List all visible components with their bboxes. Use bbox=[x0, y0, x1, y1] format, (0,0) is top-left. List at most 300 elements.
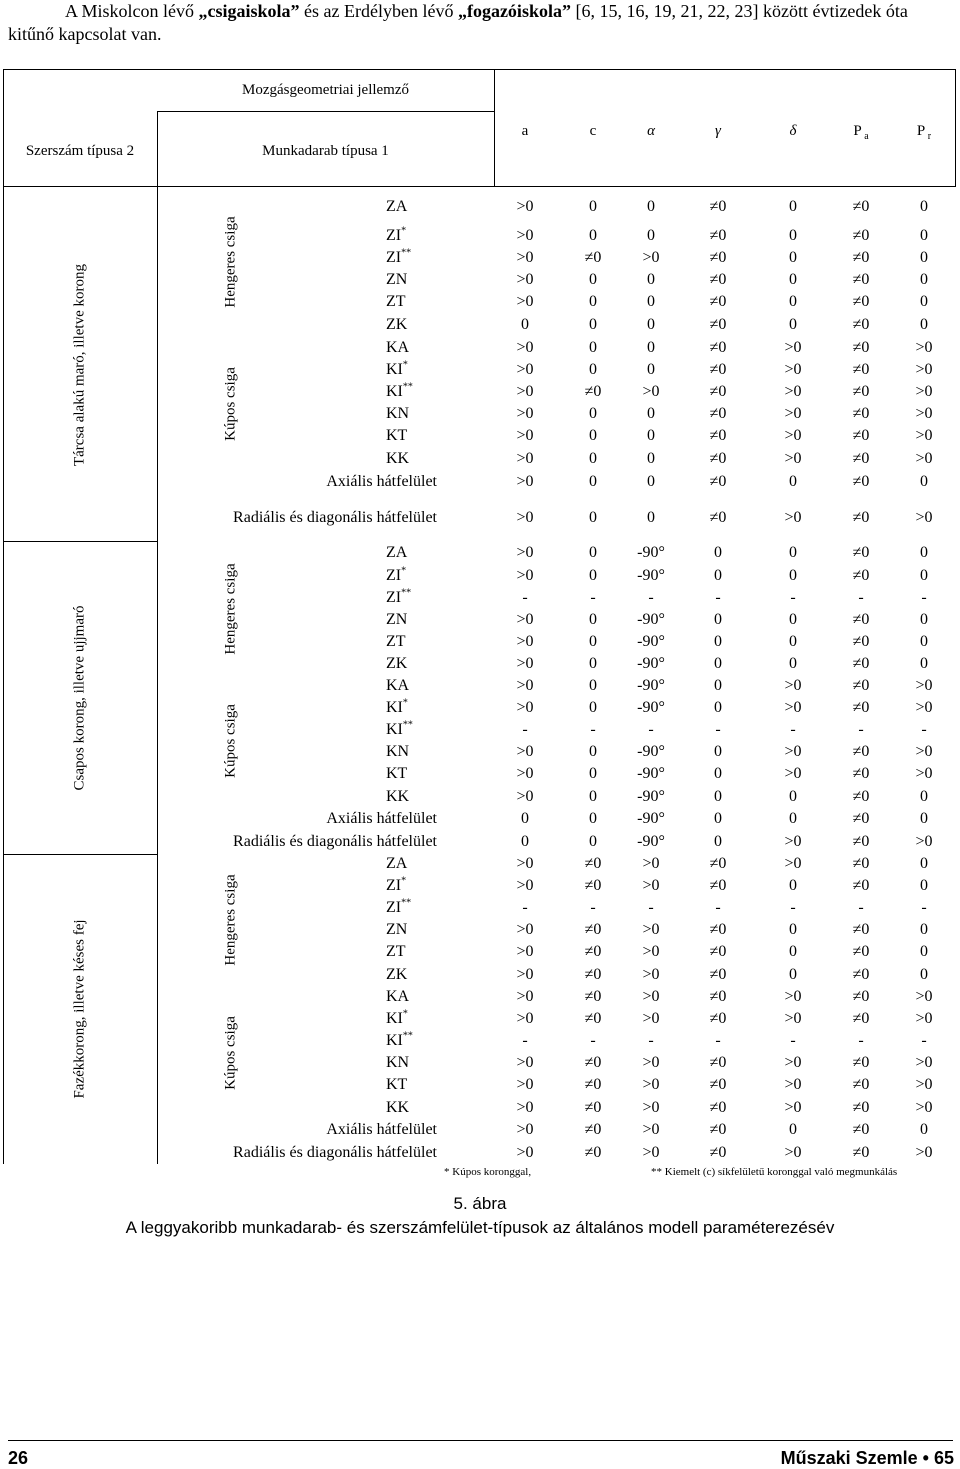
row-label bbox=[386, 876, 406, 896]
table-cell: - bbox=[858, 589, 864, 606]
page-number: 26 bbox=[8, 1448, 29, 1468]
table-cell: ≠0 bbox=[709, 877, 727, 894]
table-cell: >0 bbox=[642, 1010, 660, 1027]
table-cell: >0 bbox=[784, 1099, 802, 1116]
table-cell: >0 bbox=[516, 788, 534, 805]
table-cell: >0 bbox=[784, 450, 802, 467]
row-label-text: KT bbox=[386, 1076, 408, 1093]
table-cell: 0 bbox=[589, 473, 597, 490]
table-cell: >0 bbox=[642, 1099, 660, 1116]
footer-rule bbox=[8, 1440, 953, 1441]
table-cell: 0 bbox=[714, 655, 722, 672]
table-cell: - bbox=[790, 1032, 796, 1049]
table-cell: ≠0 bbox=[709, 198, 727, 215]
table-cell: 0 bbox=[789, 655, 797, 672]
table-cell: 0 bbox=[589, 655, 597, 672]
table-cell: >0 bbox=[516, 611, 534, 628]
row-label bbox=[386, 315, 407, 335]
table-cell: - bbox=[715, 1032, 721, 1049]
table-cell: >0 bbox=[516, 339, 534, 356]
table-cell: ≠0 bbox=[584, 1099, 602, 1116]
row-label-footnote-mark: * bbox=[402, 359, 408, 371]
table-cell: 0 bbox=[920, 249, 928, 266]
table-cell: ≠0 bbox=[709, 427, 727, 444]
row-label-footnote-mark: * bbox=[401, 565, 407, 577]
row-label bbox=[386, 1098, 409, 1118]
table-cell: - bbox=[858, 899, 864, 916]
table-cell: ≠0 bbox=[709, 450, 727, 467]
row-label bbox=[386, 338, 409, 358]
table-cell: 0 bbox=[589, 833, 597, 850]
row-label bbox=[386, 698, 408, 718]
table-cell: ≠0 bbox=[709, 1144, 727, 1161]
table-cell: 0 bbox=[647, 450, 655, 467]
row-label bbox=[386, 965, 407, 985]
table-cell: -90° bbox=[637, 699, 665, 716]
table-cell: ≠0 bbox=[584, 966, 602, 983]
table-cell: ≠0 bbox=[709, 1010, 727, 1027]
row-label bbox=[386, 426, 407, 446]
table-cell: >0 bbox=[516, 249, 534, 266]
table-cell: >0 bbox=[516, 699, 534, 716]
table-cell: - bbox=[648, 589, 654, 606]
table-cell: ≠0 bbox=[709, 227, 727, 244]
table-cell: >0 bbox=[642, 1054, 660, 1071]
journal-name: Műszaki Szemle • 65 bbox=[780, 1448, 954, 1468]
table-cell: >0 bbox=[642, 383, 660, 400]
table-cell: 0 bbox=[789, 921, 797, 938]
row-label-text: KK bbox=[386, 1099, 410, 1116]
row-label-text: ZA bbox=[386, 855, 408, 872]
column-header-symbol: a bbox=[521, 123, 529, 139]
workpiece-group-label: Kúpos csiga bbox=[222, 1016, 239, 1090]
table-cell: >0 bbox=[642, 943, 660, 960]
row-label-footnote-mark: ** bbox=[401, 247, 412, 259]
table-cell: -90° bbox=[637, 544, 665, 561]
table-cell: -90° bbox=[637, 788, 665, 805]
row-label-text: KI bbox=[386, 721, 403, 738]
table-left-border bbox=[3, 69, 4, 1164]
table-cell: ≠0 bbox=[852, 227, 870, 244]
row-label bbox=[386, 226, 406, 246]
column-header-3 bbox=[690, 121, 746, 141]
row-label-text: ZA bbox=[386, 544, 408, 561]
table-cell: - bbox=[790, 589, 796, 606]
table-cell: ≠0 bbox=[709, 943, 727, 960]
table-cell: 0 bbox=[589, 567, 597, 584]
table-cell: 0 bbox=[920, 655, 928, 672]
table-cell: ≠0 bbox=[852, 677, 870, 694]
table-cell: -90° bbox=[637, 677, 665, 694]
row-label-text: KI bbox=[386, 1010, 403, 1027]
table-cell: >0 bbox=[516, 361, 534, 378]
table-cell: >0 bbox=[915, 1076, 933, 1093]
table-cell: >0 bbox=[915, 1010, 933, 1027]
table-cell: -90° bbox=[637, 567, 665, 584]
table-cell: 0 bbox=[920, 271, 928, 288]
table-cell: 0 bbox=[920, 810, 928, 827]
table-cell: 0 bbox=[589, 544, 597, 561]
table-cell: >0 bbox=[915, 1144, 933, 1161]
table-cell: 0 bbox=[789, 810, 797, 827]
table-cell: 0 bbox=[789, 611, 797, 628]
row-label bbox=[386, 610, 407, 630]
table-cell: ≠0 bbox=[852, 473, 870, 490]
table-cell: - bbox=[522, 1032, 528, 1049]
table-cell: ≠0 bbox=[852, 1054, 870, 1071]
table-cell: ≠0 bbox=[852, 743, 870, 760]
table-cell: ≠0 bbox=[852, 788, 870, 805]
table-cell: ≠0 bbox=[852, 198, 870, 215]
table-cell: ≠0 bbox=[852, 699, 870, 716]
table-cell: 0 bbox=[789, 877, 797, 894]
row-label bbox=[233, 832, 437, 852]
table-cell: >0 bbox=[642, 855, 660, 872]
row-label bbox=[386, 588, 411, 608]
table-cell: >0 bbox=[915, 339, 933, 356]
table-cell: >0 bbox=[516, 450, 534, 467]
row-label-footnote-mark: * bbox=[402, 697, 408, 709]
table-cell: >0 bbox=[516, 227, 534, 244]
row-label-footnote-mark: ** bbox=[401, 587, 412, 599]
table-cell: 0 bbox=[589, 293, 597, 310]
table-cell: 0 bbox=[920, 966, 928, 983]
row-label-text: ZI bbox=[386, 589, 402, 606]
row-label-footnote-mark: * bbox=[401, 875, 407, 887]
table-cell: 0 bbox=[647, 405, 655, 422]
column-header-symbol: P bbox=[916, 123, 926, 139]
tool-type-label: Fazékkorong, illetve késes fej bbox=[71, 919, 88, 1099]
table-cell: 0 bbox=[647, 339, 655, 356]
table-cell: >0 bbox=[516, 633, 534, 650]
section-divider-2 bbox=[3, 854, 157, 855]
table-cell: 0 bbox=[920, 633, 928, 650]
table-cell: >0 bbox=[915, 988, 933, 1005]
table-cell: 0 bbox=[789, 227, 797, 244]
table-cell: >0 bbox=[516, 743, 534, 760]
column-header-2 bbox=[623, 121, 679, 141]
table-cell: - bbox=[921, 589, 927, 606]
table-cell: >0 bbox=[915, 699, 933, 716]
table-cell: >0 bbox=[784, 699, 802, 716]
table-cell: - bbox=[790, 721, 796, 738]
row-label bbox=[386, 654, 407, 674]
row-label-text: KK bbox=[386, 450, 410, 467]
table-cell: 0 bbox=[589, 316, 597, 333]
table-cell: >0 bbox=[915, 509, 933, 526]
table-cell: ≠0 bbox=[709, 361, 727, 378]
workpiece-group-label: Hengeres csiga bbox=[222, 563, 239, 655]
table-cell: ≠0 bbox=[852, 966, 870, 983]
table-cell: >0 bbox=[516, 1010, 534, 1027]
table-cell: ≠0 bbox=[852, 855, 870, 872]
table-cell: ≠0 bbox=[709, 271, 727, 288]
table-cell: 0 bbox=[647, 293, 655, 310]
table-cell: - bbox=[590, 721, 596, 738]
table-cell: 0 bbox=[920, 788, 928, 805]
table-cell: ≠0 bbox=[852, 988, 870, 1005]
table-cell: >0 bbox=[915, 450, 933, 467]
row-label bbox=[386, 987, 409, 1007]
table-cell: ≠0 bbox=[709, 293, 727, 310]
table-cell: >0 bbox=[915, 1099, 933, 1116]
row-label bbox=[386, 742, 409, 762]
table-cell: >0 bbox=[516, 544, 534, 561]
table-cell: 0 bbox=[920, 855, 928, 872]
row-label-footnote-mark: ** bbox=[402, 1030, 413, 1042]
header-workpiece-type: Munkadarab típusa 1 bbox=[262, 143, 389, 159]
row-label bbox=[386, 248, 411, 268]
row-label-text: KI bbox=[386, 699, 403, 716]
column-header-1 bbox=[565, 121, 621, 141]
table-cell: 0 bbox=[589, 677, 597, 694]
row-label-text: KN bbox=[386, 743, 410, 760]
table-cell: ≠0 bbox=[709, 249, 727, 266]
table-cell: ≠0 bbox=[852, 509, 870, 526]
table-cell: 0 bbox=[789, 271, 797, 288]
table-cell: 0 bbox=[589, 405, 597, 422]
table-cell: ≠0 bbox=[709, 966, 727, 983]
table-cell: >0 bbox=[784, 1054, 802, 1071]
table-cell: >0 bbox=[516, 567, 534, 584]
row-label bbox=[386, 360, 408, 380]
row-label-text: ZI bbox=[386, 227, 402, 244]
table-cell: 0 bbox=[647, 509, 655, 526]
table-cell: >0 bbox=[784, 405, 802, 422]
table-cell: ≠0 bbox=[852, 921, 870, 938]
row-label bbox=[386, 632, 406, 652]
row-label bbox=[386, 449, 409, 469]
table-cell: ≠0 bbox=[852, 833, 870, 850]
table-cell: 0 bbox=[789, 198, 797, 215]
table-cell: ≠0 bbox=[584, 1054, 602, 1071]
table-cell: >0 bbox=[784, 427, 802, 444]
table-cell: ≠0 bbox=[709, 383, 727, 400]
table-cell: ≠0 bbox=[584, 1144, 602, 1161]
table-cell: ≠0 bbox=[709, 855, 727, 872]
column-header-0 bbox=[497, 121, 553, 141]
table-cell: 0 bbox=[789, 943, 797, 960]
row-label-text: Axiális hátfelület bbox=[326, 1121, 437, 1138]
table-cell: >0 bbox=[784, 855, 802, 872]
row-label bbox=[386, 292, 406, 312]
table-cell: 0 bbox=[920, 544, 928, 561]
row-label bbox=[326, 472, 437, 492]
table-cell: ≠0 bbox=[584, 383, 602, 400]
table-cell: 0 bbox=[589, 788, 597, 805]
column-header-subscript: r bbox=[925, 131, 932, 142]
row-label-text: ZA bbox=[386, 198, 408, 215]
table-cell: 0 bbox=[920, 877, 928, 894]
table-cell: >0 bbox=[915, 765, 933, 782]
table-cell: >0 bbox=[784, 509, 802, 526]
table-cell: 0 bbox=[589, 271, 597, 288]
table-cell: 0 bbox=[714, 567, 722, 584]
table-cell: ≠0 bbox=[852, 877, 870, 894]
table-cell: 0 bbox=[589, 227, 597, 244]
table-cell: ≠0 bbox=[852, 271, 870, 288]
table-cell: ≠0 bbox=[852, 293, 870, 310]
row-label bbox=[233, 508, 437, 528]
table-cell: ≠0 bbox=[852, 339, 870, 356]
table-cell: ≠0 bbox=[852, 943, 870, 960]
row-label-footnote-mark: * bbox=[401, 225, 407, 237]
table-cell: >0 bbox=[784, 1010, 802, 1027]
table-cell: >0 bbox=[516, 1054, 534, 1071]
table-cell: ≠0 bbox=[709, 473, 727, 490]
table-cell: >0 bbox=[516, 383, 534, 400]
row-label-text: KI bbox=[386, 361, 403, 378]
intro-bold-2: „fogazóiskola” bbox=[457, 1, 571, 21]
row-label bbox=[386, 920, 407, 940]
column-header-6 bbox=[896, 121, 952, 147]
column-header-symbol: c bbox=[589, 123, 597, 139]
table-cell: 0 bbox=[647, 361, 655, 378]
table-cell: >0 bbox=[516, 677, 534, 694]
table-cell: 0 bbox=[589, 509, 597, 526]
table-cell: >0 bbox=[784, 677, 802, 694]
table-cell: 0 bbox=[789, 293, 797, 310]
table-right-border bbox=[955, 69, 956, 187]
row-label bbox=[386, 197, 407, 217]
table-cell: - bbox=[858, 1032, 864, 1049]
table-cell: 0 bbox=[589, 699, 597, 716]
table-cell: 0 bbox=[920, 198, 928, 215]
table-cell: - bbox=[715, 899, 721, 916]
table-cell: 0 bbox=[920, 316, 928, 333]
workpiece-group-label: Hengeres csiga bbox=[222, 874, 239, 966]
row-label-text: ZT bbox=[386, 943, 406, 960]
table-cell: 0 bbox=[589, 765, 597, 782]
table-cell: ≠0 bbox=[709, 316, 727, 333]
table-cell: 0 bbox=[920, 943, 928, 960]
table-cell: 0 bbox=[589, 633, 597, 650]
table-cell: 0 bbox=[589, 450, 597, 467]
workpiece-group-label: Kúpos csiga bbox=[222, 367, 239, 441]
table-cell: 0 bbox=[714, 788, 722, 805]
table-cell: ≠0 bbox=[584, 921, 602, 938]
table-cell: 0 bbox=[589, 427, 597, 444]
table-top-border bbox=[3, 69, 956, 70]
table-cell: - bbox=[590, 899, 596, 916]
row-label-text: Radiális és diagonális hátfelület bbox=[233, 509, 437, 526]
table-cell: >0 bbox=[516, 427, 534, 444]
table-cell: -90° bbox=[637, 743, 665, 760]
table-cell: >0 bbox=[784, 383, 802, 400]
table-cell: 0 bbox=[714, 810, 722, 827]
row-label-footnote-mark: * bbox=[402, 1008, 408, 1020]
row-label-text: KN bbox=[386, 1054, 410, 1071]
table-cell: -90° bbox=[637, 833, 665, 850]
row-label-text: ZT bbox=[386, 633, 406, 650]
intro-prefix: A Miskolcon lévő bbox=[65, 1, 199, 21]
intro-suffix: [6, 15, 16, 19, 21, 22, 23] között évtizedek óta kitűnő kapcsolat van. bbox=[8, 1, 908, 44]
table-cell: ≠0 bbox=[709, 509, 727, 526]
table-cell: 0 bbox=[920, 473, 928, 490]
table-cell: 0 bbox=[589, 611, 597, 628]
row-label-text: ZN bbox=[386, 921, 408, 938]
table-cell: ≠0 bbox=[584, 1121, 602, 1138]
table-cell: ≠0 bbox=[584, 1010, 602, 1027]
tool-column-divider bbox=[157, 186, 158, 1164]
table-cell: >0 bbox=[915, 361, 933, 378]
header-group-label: Mozgásgeometriai jellemző bbox=[241, 82, 410, 98]
table-cell: - bbox=[590, 1032, 596, 1049]
table-cell: ≠0 bbox=[852, 765, 870, 782]
table-cell: -90° bbox=[637, 655, 665, 672]
row-label-text: ZT bbox=[386, 293, 406, 310]
table-cell: >0 bbox=[642, 966, 660, 983]
table-cell: ≠0 bbox=[852, 567, 870, 584]
table-cell: 0 bbox=[521, 316, 529, 333]
table-cell: 0 bbox=[714, 833, 722, 850]
row-label-text: Radiális és diagonális hátfelület bbox=[233, 833, 437, 850]
table-cell: - bbox=[648, 1032, 654, 1049]
row-label bbox=[386, 382, 413, 402]
row-label-text: ZI bbox=[386, 567, 402, 584]
table-cell: - bbox=[522, 721, 528, 738]
table-cell: >0 bbox=[784, 339, 802, 356]
table-cell: >0 bbox=[915, 427, 933, 444]
table-cell: 0 bbox=[589, 198, 597, 215]
table-cell: 0 bbox=[920, 567, 928, 584]
table-cell: - bbox=[590, 589, 596, 606]
table-cell: 0 bbox=[714, 765, 722, 782]
table-cell: >0 bbox=[516, 655, 534, 672]
table-cell: 0 bbox=[714, 611, 722, 628]
table-cell: -90° bbox=[637, 765, 665, 782]
row-label-text: ZN bbox=[386, 611, 408, 628]
table-cell: ≠0 bbox=[852, 383, 870, 400]
table-cell: ≠0 bbox=[852, 316, 870, 333]
table-cell: - bbox=[522, 899, 528, 916]
table-cell: ≠0 bbox=[852, 249, 870, 266]
table-cell: >0 bbox=[784, 1076, 802, 1093]
table-cell: 0 bbox=[920, 921, 928, 938]
table-cell: >0 bbox=[642, 988, 660, 1005]
header-divider-2 bbox=[494, 69, 495, 187]
table-cell: 0 bbox=[589, 361, 597, 378]
row-label-text: KA bbox=[386, 677, 410, 694]
footnote-1: * Kúpos koronggal, bbox=[444, 1166, 532, 1178]
table-cell: 0 bbox=[714, 544, 722, 561]
table-cell: -90° bbox=[637, 633, 665, 650]
row-label bbox=[326, 1120, 437, 1140]
table-cell: >0 bbox=[642, 877, 660, 894]
table-cell: 0 bbox=[521, 810, 529, 827]
table-cell: >0 bbox=[516, 988, 534, 1005]
column-header-symbol: δ bbox=[789, 123, 797, 139]
table-cell: 0 bbox=[789, 316, 797, 333]
table-cell: 0 bbox=[714, 743, 722, 760]
table-cell: ≠0 bbox=[852, 1076, 870, 1093]
table-cell: ≠0 bbox=[852, 427, 870, 444]
row-label-text: Axiális hátfelület bbox=[326, 473, 437, 490]
table-cell: - bbox=[921, 1032, 927, 1049]
row-label-text: KK bbox=[386, 788, 410, 805]
table-cell: ≠0 bbox=[584, 1076, 602, 1093]
table-cell: ≠0 bbox=[852, 655, 870, 672]
table-cell: ≠0 bbox=[852, 361, 870, 378]
row-label bbox=[386, 676, 409, 696]
table-cell: ≠0 bbox=[852, 1010, 870, 1027]
row-label bbox=[233, 1143, 437, 1163]
table-cell: 0 bbox=[714, 677, 722, 694]
row-label-text: KA bbox=[386, 988, 410, 1005]
table-cell: ≠0 bbox=[852, 1121, 870, 1138]
table-cell: >0 bbox=[516, 1144, 534, 1161]
table-cell: -90° bbox=[637, 810, 665, 827]
